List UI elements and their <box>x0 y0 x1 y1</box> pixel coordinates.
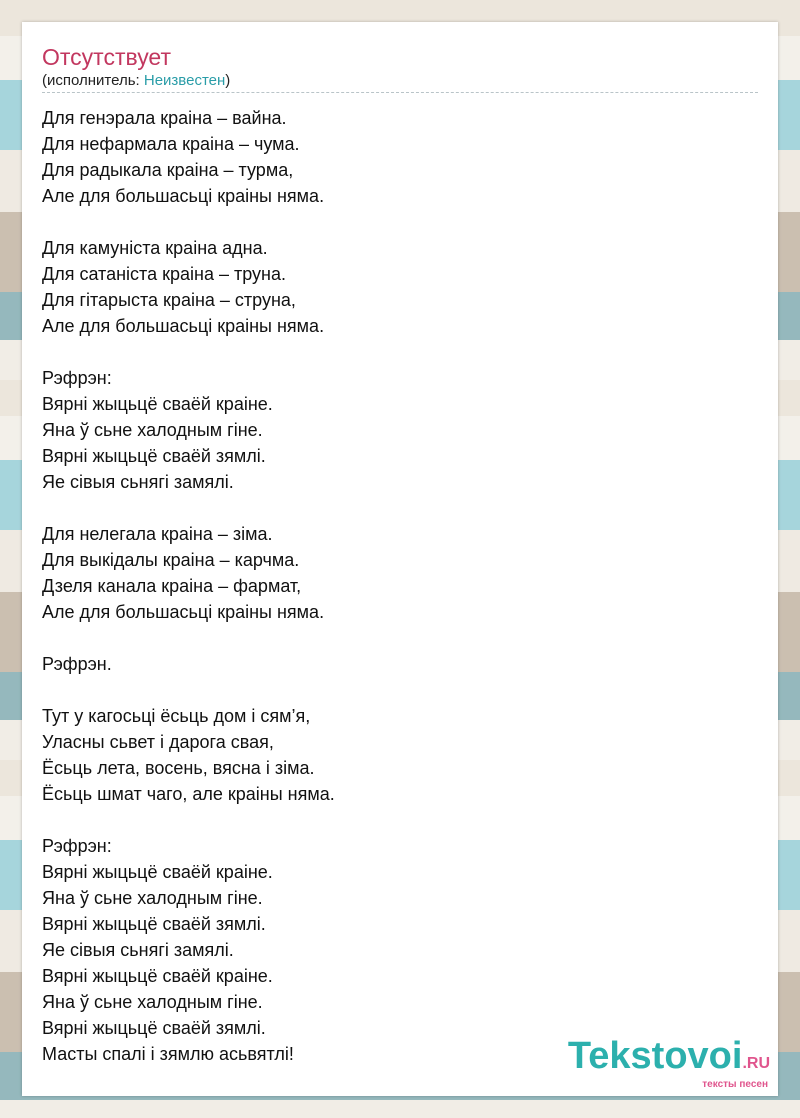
lyric-line: Ёсьць шмат чаго, але краіны няма. <box>42 784 335 804</box>
artist-line <box>42 72 230 89</box>
lyric-line: Але для большасьці краіны няма. <box>42 186 325 206</box>
lyric-line: Яна ў сьне халодным гіне. <box>42 888 263 908</box>
lyric-line: Яна ў сьне халодным гіне. <box>42 420 263 440</box>
lyrics-sheet <box>22 22 778 1096</box>
title-divider <box>42 92 758 93</box>
artist-link[interactable]: Неизвестен <box>143 72 226 89</box>
lyric-line: Масты спалі і зямлю асьвятлі! <box>42 1044 294 1064</box>
lyric-line: Для камуніста краіна адна. <box>42 238 268 258</box>
stanza-gap <box>42 495 758 521</box>
artist-prefix: (исполнитель: <box>42 72 144 89</box>
lyric-line: Для радыкала краіна – турма, <box>42 160 294 180</box>
artist-suffix: ) <box>225 72 231 89</box>
lyric-line: Для генэрала краіна – вайна. <box>42 108 287 128</box>
stanza-gap <box>42 209 758 235</box>
lyric-line: Ёсьць лета, восень, вясна і зіма. <box>42 758 315 778</box>
lyric-line: Яе сівыя сьнягі замялі. <box>42 940 234 960</box>
logo-tagline: тексты песен <box>702 1079 768 1090</box>
lyric-line: Дзеля канала краіна – фармат, <box>42 576 302 596</box>
lyric-line: Але для большасьці краіны няма. <box>42 316 325 336</box>
lyric-line: Але для большасьці краіны няма. <box>42 602 325 622</box>
stanza-gap <box>42 807 758 833</box>
lyric-line: Для выкідалы краіна – карчма. <box>42 550 300 570</box>
lyric-line: Вярні жыцьцё сваёй зямлі. <box>42 1018 266 1038</box>
lyric-line: Для гітарыста краіна – струна, <box>42 290 296 310</box>
lyric-line: Яна ў сьне халодным гіне. <box>42 992 263 1012</box>
lyric-line: Рэфрэн. <box>42 654 112 674</box>
lyric-line: Вярні жыцьцё сваёй зямлі. <box>42 446 266 466</box>
lyric-line: Уласны сьвет і дарога свая, <box>42 732 274 752</box>
logo-tld: .RU <box>742 1055 770 1072</box>
lyric-line: Яе сівыя сьнягі замялі. <box>42 472 234 492</box>
lyric-line: Для сатаніста краіна – труна. <box>42 264 286 284</box>
lyric-line: Тут у кагосьці ёсьць дом і сям’я, <box>42 706 311 726</box>
lyric-line: Вярні жыцьцё сваёй краіне. <box>42 394 273 414</box>
lyric-line: Для нефармала краіна – чума. <box>42 134 300 154</box>
logo-wordmark <box>568 1037 770 1083</box>
logo-name: Tekstovoi <box>567 1035 743 1077</box>
lyric-line: Вярні жыцьцё сваёй зямлі. <box>42 914 266 934</box>
stanza-gap <box>42 677 758 703</box>
lyric-line: Рэфрэн: <box>42 368 112 388</box>
lyric-line: Вярні жыцьцё сваёй краіне. <box>42 966 273 986</box>
site-logo[interactable] <box>568 1037 770 1090</box>
lyric-line: Вярні жыцьцё сваёй краіне. <box>42 862 273 882</box>
stanza-gap <box>42 625 758 651</box>
lyric-line: Рэфрэн: <box>42 836 112 856</box>
lyric-line: Для нелегала краіна – зіма. <box>42 524 273 544</box>
song-title: Отсутствует <box>42 44 171 70</box>
lyrics-body <box>42 105 758 1067</box>
stanza-gap <box>42 339 758 365</box>
